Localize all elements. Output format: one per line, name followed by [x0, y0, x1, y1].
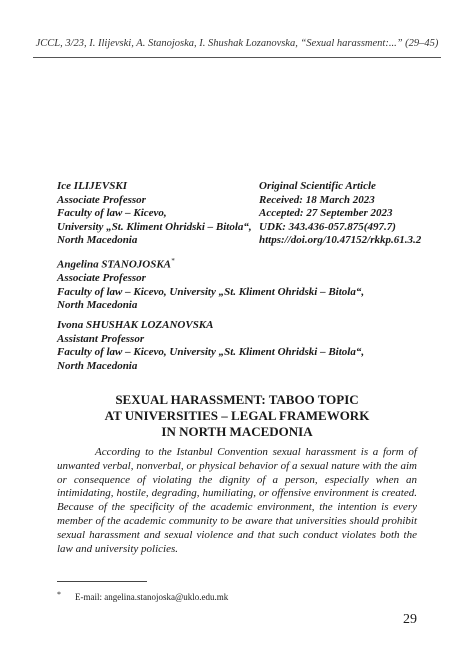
author-3-affiliation-line-1: Faculty of law – Kicevo, University „St. Kliment Ohridski – Bitola“,	[57, 346, 365, 358]
author-2-position: Associate Professor	[57, 272, 146, 285]
footnote-email[interactable]: E-mail: angelina.stanojoska@uklo.edu.mk	[75, 592, 229, 602]
author-1-position: Associate Professor	[57, 193, 146, 206]
running-head: JCCL, 3/23, I. Ilijevski, A. Stanojoska, I. Shushak Lozanovska, “Sexual harassment:...” (29–45)	[35, 38, 439, 49]
article-meta	[259, 180, 459, 248]
author-3-block	[57, 319, 437, 373]
author-3-name: Ivona SHUSHAK LOZANOVSKA	[57, 319, 214, 331]
author-2-name: Angelina STANOJOSKA	[57, 258, 172, 271]
author-2-affiliation-line-1: Faculty of law – Kicevo, University „St. Kliment Ohridski – Bitola“,	[57, 285, 365, 298]
received-date: Received: 18 March 2023	[259, 193, 375, 206]
footnote	[57, 592, 228, 602]
title-line-1: SEXUAL HARASSMENT: TABOO TOPIC	[115, 392, 359, 407]
article-type: Original Scientific Article	[259, 180, 376, 192]
author-1-affiliation-line-1: Faculty of law – Kicevo,	[57, 207, 167, 219]
page-number: 29	[403, 612, 417, 627]
doi-link[interactable]: https://doi.org/10.47152/rkkp.61.3.2	[259, 234, 422, 246]
author-3-affiliation-line-2: North Macedonia	[57, 359, 138, 372]
header-rule	[33, 57, 441, 58]
title-line-3: IN NORTH MACEDONIA	[161, 424, 313, 439]
author-2-block	[57, 255, 437, 313]
footnote-rule	[57, 581, 147, 582]
footnote-reference-mark[interactable]: *	[171, 257, 175, 265]
abstract: According to the Istanbul Convention sexual harassment is a form of unwanted verbal, nonverbal, or physical behavior of a sexual nature with the aim or consequence of violating the dignity of a person, especially when an intimidating, hostile, degrading, humiliating, or offensive environment is created. Because of the specificity of the academic environment, the intention is every member of the academic community to be aware that universities should prohibit sexual harassment and sexual violence and that such conduct violates both the law and university policies.	[57, 446, 417, 555]
author-1-block	[57, 180, 267, 248]
author-1-affiliation-line-2: University „St. Kliment Ohridski – Bitola“,	[57, 220, 252, 233]
author-3-position: Assistant Professor	[57, 332, 145, 345]
author-1-name: Ice ILIJEVSKI	[57, 180, 127, 192]
footnote-mark: *	[57, 590, 61, 599]
title-line-2: AT UNIVERSITIES – LEGAL FRAMEWORK	[104, 408, 370, 423]
udk-code: UDK: 343.436-057.875(497.7)	[259, 220, 396, 233]
author-1-affiliation-line-3: North Macedonia	[57, 234, 138, 246]
article-title	[40, 392, 434, 440]
accepted-date: Accepted: 27 September 2023	[259, 207, 393, 219]
author-2-affiliation-line-2: North Macedonia	[57, 299, 138, 312]
